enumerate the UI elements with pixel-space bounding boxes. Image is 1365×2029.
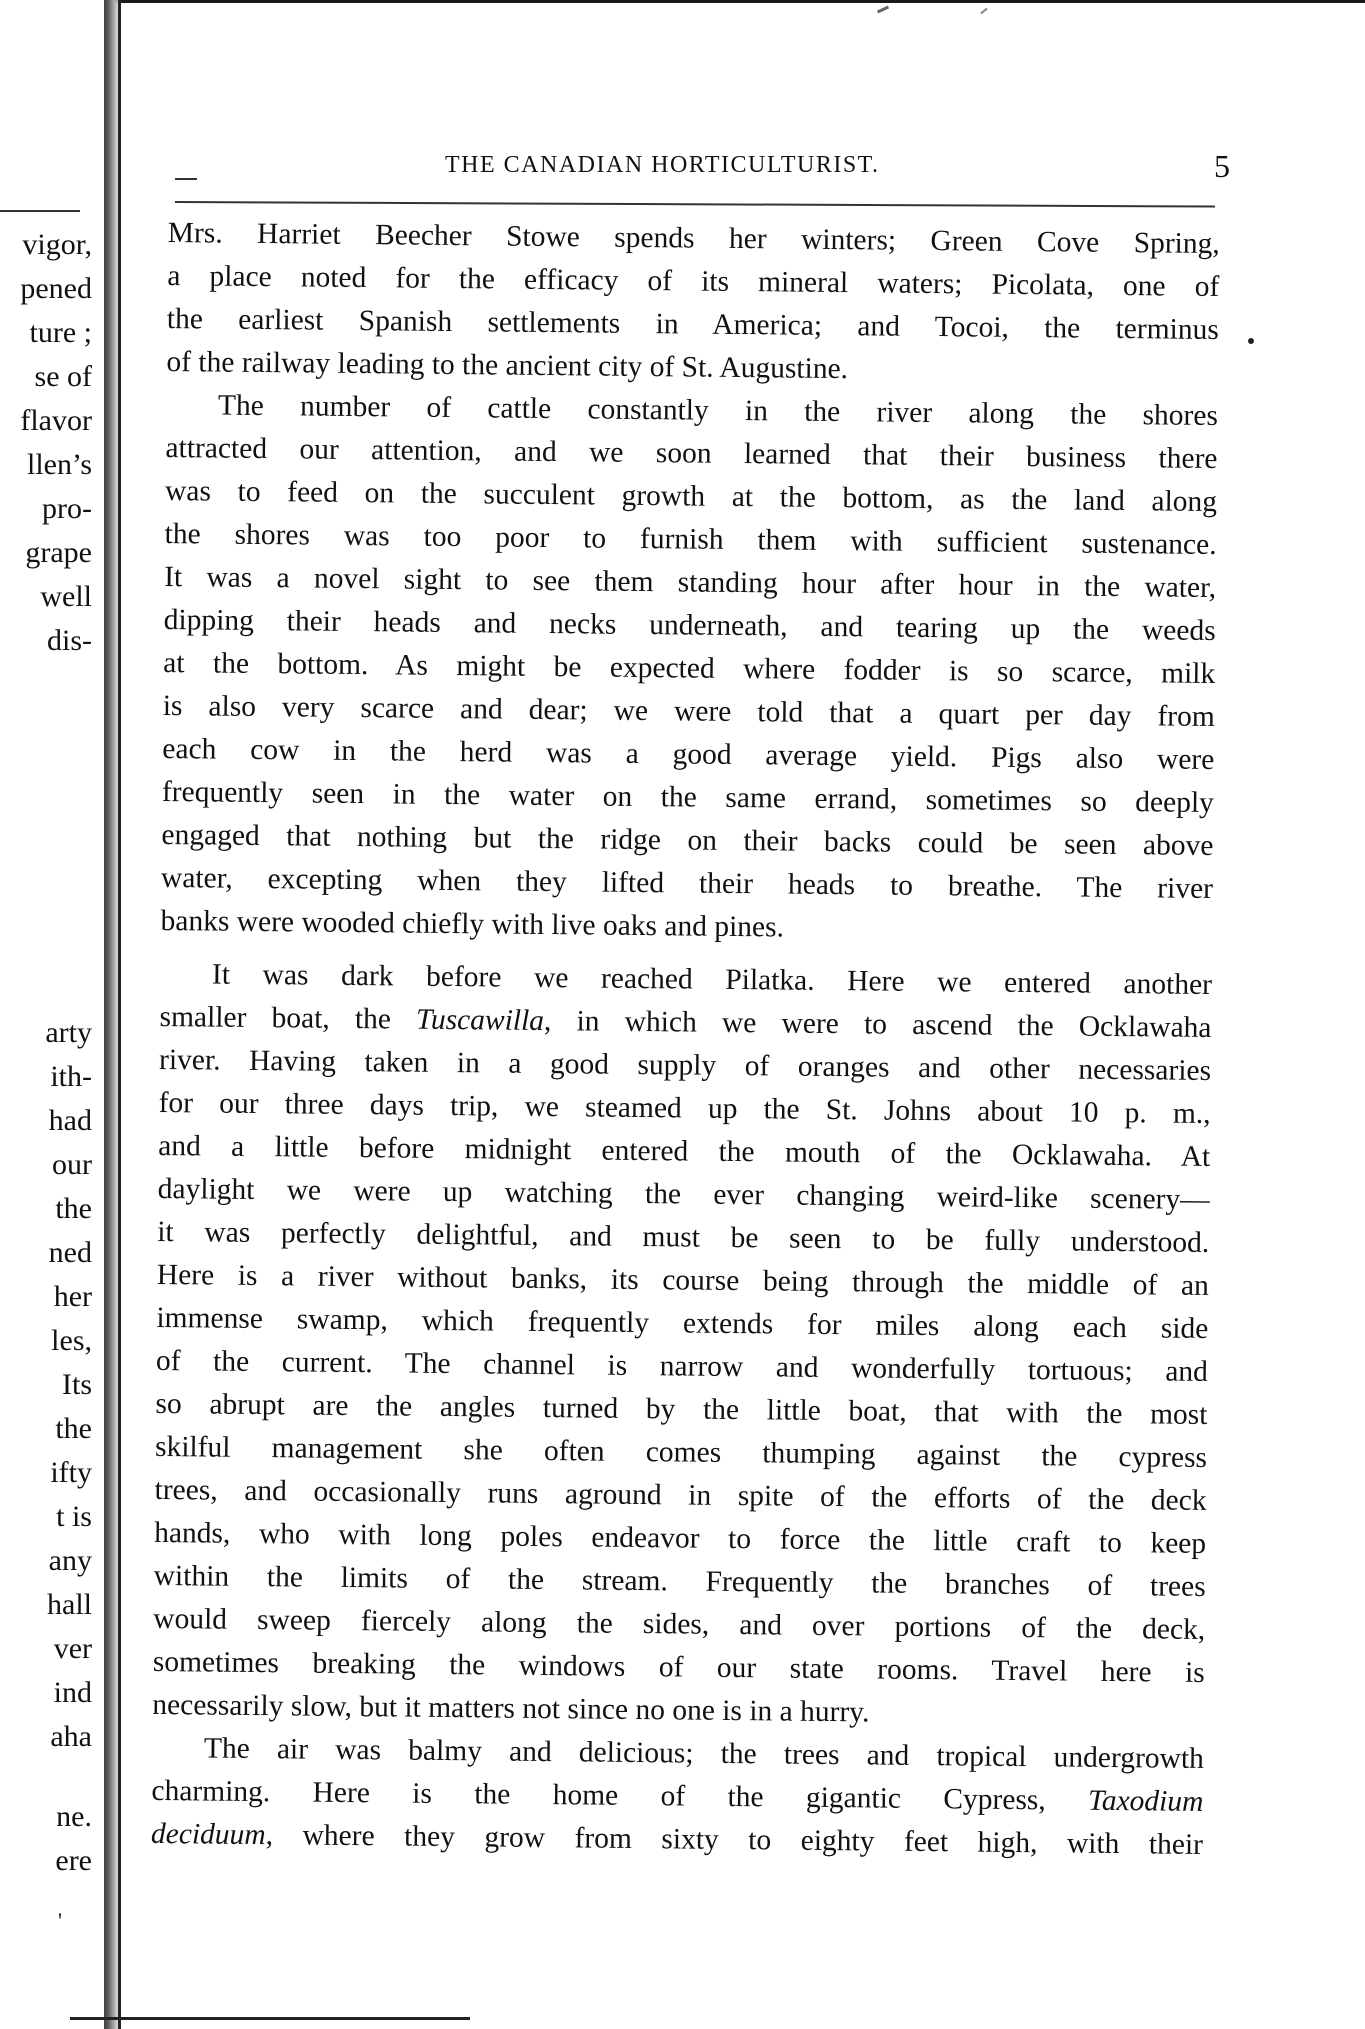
- text-line: sometimes breaking the windows of our state rooms. Travel here is: [152, 1645, 1205, 1689]
- text-line: at the bottom. As might be expected where fodder is so scarce, milk: [163, 646, 1216, 690]
- facing-page-fragment: vigor,: [22, 228, 92, 261]
- text-line: river. Having taken in a good supply of oranges and other necessaries: [158, 1043, 1212, 1087]
- binding-gutter: [104, 0, 118, 2029]
- text-line: each cow in the herd was a good average yield. Pigs also were: [162, 732, 1215, 776]
- header-rule: [175, 201, 1215, 208]
- binding-edge: [118, 0, 121, 2029]
- facing-page-fragment: se of: [34, 360, 92, 393]
- text-line: attracted our attention, and we soon learned that their business there: [165, 431, 1218, 476]
- facing-page-fragment: ne.: [56, 1800, 92, 1833]
- text-line: The number of cattle constantly in the river along the shores: [217, 389, 1219, 433]
- running-header: [175, 148, 1230, 192]
- article-body: [151, 212, 1220, 1867]
- text-line: of the current. The channel is narrow and wonderfully tortuous; and: [155, 1344, 1209, 1388]
- text-line: The air was balmy and delicious; the trees and tropical undergrowth: [203, 1732, 1205, 1775]
- facing-page-fragment: ifty: [50, 1456, 92, 1489]
- facing-page-fragment: aha: [50, 1720, 92, 1753]
- facing-page-fragment: had: [48, 1104, 92, 1137]
- facing-page-fragment: her: [53, 1280, 92, 1313]
- facing-page-rule: [0, 210, 80, 212]
- text-line: It was dark before we reached Pilatka. Here we entered another: [211, 958, 1213, 1001]
- facing-page-fragment: les,: [51, 1324, 92, 1357]
- paragraph: [166, 212, 1220, 395]
- facing-page-fragment: flavor: [20, 404, 92, 437]
- text-line: deciduum, where they grow from sixty to eighty feet high, with their: [150, 1817, 1204, 1861]
- text-line: It was a novel sight to see them standing hour after hour in the water,: [164, 560, 1217, 604]
- facing-page-fragment: hall: [47, 1588, 92, 1621]
- text-line: water, excepting when they lifted their heads to breathe. The river: [160, 861, 1214, 905]
- text-line: so abrupt are the angles turned by the little boat, that with the most: [155, 1387, 1208, 1431]
- facing-page-fragment: ind: [53, 1676, 92, 1709]
- text-line: smaller boat, the Tuscawilla, in which we were to ascend the Ocklawaha: [159, 1000, 1212, 1044]
- text-line: would sweep fiercely along the sides, and over portions of the deck,: [153, 1602, 1206, 1646]
- text-line: engaged that nothing but the ridge on their backs could be seen above: [161, 818, 1214, 862]
- text-line: dipping their heads and necks underneath, and tearing up the weeds: [163, 603, 1216, 647]
- text-line: banks were wooded chiefly with live oaks and pines.: [160, 904, 785, 944]
- page-number: 5: [1214, 148, 1230, 184]
- facing-page-fragment: ere: [55, 1844, 92, 1877]
- ink-speck: [877, 6, 889, 14]
- margin-dot: [1248, 338, 1254, 344]
- facing-page-fragment: the: [55, 1412, 92, 1445]
- facing-page-fragment: llen’s: [27, 448, 92, 481]
- paragraph: [160, 384, 1218, 954]
- text-line: charming. Here is the home of the gigantic Cypress, Taxodium: [151, 1774, 1204, 1818]
- journal-title: THE CANADIAN HORTICULTURIST.: [445, 152, 880, 178]
- text-line: within the limits of the stream. Frequently the branches of trees: [153, 1559, 1206, 1603]
- bottom-edge-rule: [70, 2017, 470, 2020]
- text-line: Mrs. Harriet Beecher Stowe spends her winters; Green Cove Spring,: [167, 216, 1220, 261]
- text-line: skilful management she often comes thumping against the cypress: [154, 1430, 1208, 1474]
- text-line: trees, and occasionally runs aground in spite of the efforts of the deck: [154, 1473, 1207, 1517]
- facing-page-edge: [0, 0, 100, 2029]
- text-line: immense swamp, which frequently extends for miles along each side: [156, 1301, 1209, 1345]
- text-line: of the railway leading to the ancient city of St. Augustine.: [166, 345, 849, 386]
- facing-page-fragment: ith-: [50, 1060, 92, 1093]
- text-line: frequently seen in the water on the same errand, sometimes so deeply: [161, 775, 1215, 819]
- stray-ink-mark: ': [58, 1908, 62, 1933]
- top-edge-rule: [115, 0, 1365, 3]
- facing-page-fragment: our: [52, 1148, 92, 1181]
- facing-page-fragment: ver: [53, 1632, 92, 1665]
- text-line: daylight we were up watching the ever changing weird-like scenery—: [157, 1172, 1210, 1216]
- paragraph: [152, 953, 1212, 1738]
- text-line: the earliest Spanish settlements in America; and Tocoi, the terminus: [166, 302, 1219, 347]
- facing-page-fragment: Its: [62, 1368, 92, 1401]
- facing-page-fragment: the: [55, 1192, 92, 1225]
- facing-page-fragment: t is: [56, 1500, 92, 1533]
- text-line: the shores was too poor to furnish them with sufficient sustenance.: [164, 517, 1217, 561]
- text-line: Here is a river without banks, its course being through the middle of an: [156, 1258, 1209, 1302]
- text-line: necessarily slow, but it matters not since no one is in a hurry.: [152, 1688, 870, 1729]
- text-line: it was perfectly delightful, and must be seen to be fully understood.: [157, 1215, 1210, 1259]
- ink-speck: [980, 8, 987, 15]
- text-line: hands, who with long poles endeavor to force the little craft to keep: [153, 1516, 1207, 1560]
- text-line: and a little before midnight entered the mouth of the Ocklawaha. At: [158, 1129, 1211, 1173]
- facing-page-fragment: ned: [48, 1236, 92, 1269]
- paragraph: [151, 1727, 1204, 1867]
- facing-page-fragment: grape: [25, 536, 92, 569]
- text-line: for our three days trip, we steamed up the St. Johns about 10 p. m.,: [158, 1086, 1211, 1130]
- facing-page-fragment: dis-: [47, 624, 92, 657]
- facing-page-fragment: any: [48, 1544, 92, 1577]
- text-line: was to feed on the succulent growth at the bottom, as the land along: [164, 474, 1218, 519]
- facing-page-fragment: arty: [45, 1016, 92, 1049]
- text-line: a place noted for the efficacy of its mineral waters; Picolata, one of: [167, 259, 1220, 304]
- facing-page-fragment: pro-: [42, 492, 92, 525]
- text-line: is also very scarce and dear; we were told that a quart per day from: [162, 689, 1215, 733]
- facing-page-fragment: ture ;: [29, 316, 92, 349]
- facing-page-fragment: well: [40, 580, 92, 613]
- facing-page-fragment: pened: [20, 272, 92, 305]
